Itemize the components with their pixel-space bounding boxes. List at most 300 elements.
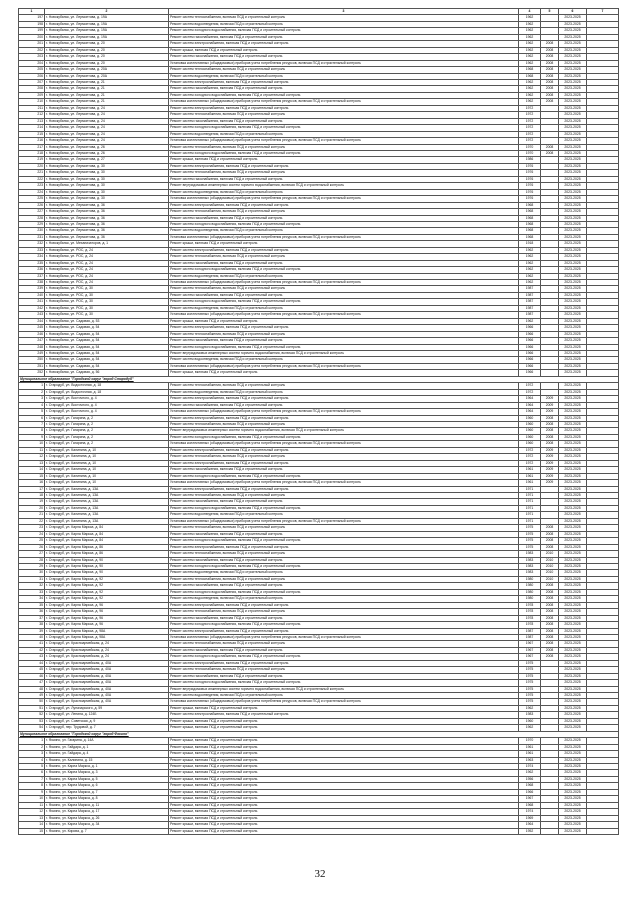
table-cell: 8 [19,783,45,789]
table-cell: 2023-2025 [559,615,587,621]
table-cell: г. Новокубанск, ул. РОС, д. 30 [45,312,169,318]
table-cell: Ремонт систем электроснабжения, включая ПСД и строительный контроль [169,41,519,47]
table-cell: 1970 [519,738,541,744]
table-cell: 2009 [541,480,559,486]
table-cell: 44 [19,660,45,666]
table-cell: Ремонт систем электроснабжения, включая ПСД и строительный контроль [169,602,519,608]
table-cell: 1962 [519,86,541,92]
table-cell: 213 [19,118,45,124]
table-cell: 1962 [519,254,541,260]
table-cell: Ремонт крыши, включая ПСД и строительный контроль [169,815,519,821]
table-cell: г. Стародуб, ул. Калинина, д. 10 [45,460,169,466]
table-cell: 2023-2025 [559,680,587,686]
table-cell: 235 [19,260,45,266]
table-cell: г. Новокубанск, ул. Садовая, д. 54 [45,363,169,369]
table-cell: 1962 [519,267,541,273]
table-cell: 227 [19,209,45,215]
table-cell: 243 [19,312,45,318]
table-cell: 245 [19,325,45,331]
table-cell: 2008 [541,441,559,447]
table-cell: 2023-2025 [559,660,587,666]
table-cell: 2008 [541,99,559,105]
table-cell [587,828,619,834]
table-cell: 1962 [519,47,541,53]
table-cell: Ремонт систем теплоснабжения, включая ПСД и строительный контроль [169,286,519,292]
table-cell: 2008 [541,583,559,589]
table-cell: 2 [19,744,45,750]
table-cell: 2023-2025 [559,247,587,253]
table-cell: 1962 [519,28,541,34]
table-cell: 2023-2025 [559,338,587,344]
table-cell: 1980 [519,596,541,602]
table-cell: 1968 [519,215,541,221]
table-cell: 2023-2025 [559,112,587,118]
table-cell: 223 [19,183,45,189]
table-cell: г. Стародуб, ул. Карла Маркса, д. 92 [45,583,169,589]
table-cell: г. Новокубанск, ул. Лермонтова, д. 21 [45,79,169,85]
table-cell: 2023-2025 [559,538,587,544]
table-cell: 18 [19,492,45,498]
table-cell: 33 [19,589,45,595]
table-cell: г. Стародуб, ул. Гагарина, д. 2 [45,422,169,428]
table-cell: 236 [19,267,45,273]
table-cell: Ремонт систем теплоснабжения, включая ПСД и строительный контроль [169,144,519,150]
table-cell: 2023-2025 [559,809,587,815]
table-cell: 206 [19,73,45,79]
table-cell: 2023-2025 [559,525,587,531]
table-cell: Ремонт систем холодного водоснабжения, включая ПСД и строительный контроль [169,125,519,131]
table-cell: Ремонт крыши, включая ПСД и строительный контроль [169,776,519,782]
table-cell: г. Новокубанск, ул. Лермонтова, д. 30 [45,170,169,176]
table-cell: 2023-2025 [559,150,587,156]
table-cell: 1975 [519,699,541,705]
table-cell: Ремонт систем водоотведения, включая ПСД и строительный контроль [169,189,519,195]
table-cell: г. Стародуб, ул. Карла Маркса, д. 90 [45,570,169,576]
table-cell: 1976 [519,163,541,169]
table-cell: 52 [19,712,45,718]
table-cell: 2023-2025 [559,79,587,85]
table-cell: 2023-2025 [559,654,587,660]
table-cell: 2009 [541,402,559,408]
table-cell: 1966 [519,338,541,344]
table-cell: 1960 [519,422,541,428]
table-cell: 2023-2025 [559,531,587,537]
table-cell: г. Новокубанск, ул. Садовая, д. 54 [45,331,169,337]
table-cell: 205 [19,67,45,73]
table-cell: 1972 [519,447,541,453]
table-cell: 2023-2025 [559,422,587,428]
table-cell: 1961 [519,467,541,473]
table-cell: Ремонт систем теплоснабжения, включая ПСД и строительный контроль [169,551,519,557]
table-cell: 29 [19,563,45,569]
table-cell: 1972 [519,383,541,389]
table-cell: 2023-2025 [559,764,587,770]
table-cell: Ремонт систем теплоснабжения, включая ПСД и строительный контроль [169,641,519,647]
table-cell: Ремонт крыши, включая ПСД и строительный контроль [169,47,519,53]
table-cell: 2023-2025 [559,86,587,92]
table-cell: г. Новокубанск, ул. Лермонтова, д. 21 [45,86,169,92]
table-cell: 241 [19,299,45,305]
table-cell: 2023-2025 [559,105,587,111]
table-cell: 2009 [541,454,559,460]
table-cell: Ремонт систем холодного водоснабжения, включая ПСД и строительный контроль [169,654,519,660]
table-cell: 1971 [519,492,541,498]
table-cell: 1967 [519,641,541,647]
table-cell: Ремонт систем газоснабжения, включая ПСД и строительный контроль [169,467,519,473]
table-cell: г. Новокубанск, ул. Лермонтова, д. 19А [45,21,169,27]
table-cell: г. Стародуб, ул. Карла Маркса, д. 84 [45,525,169,531]
table-cell: г. Фокино, ул. Кирова, д. 7 [45,828,169,834]
table-cell: 1956 [519,776,541,782]
table-cell: 1962 [519,79,541,85]
table-cell: 200 [19,34,45,40]
table-cell: 1976 [519,196,541,202]
table-cell: 1971 [519,486,541,492]
table-cell: 21 [19,512,45,518]
table-cell: 26 [19,544,45,550]
table-cell: 2010 [541,570,559,576]
table-cell: 13 [19,815,45,821]
table-cell: 1972 [519,454,541,460]
table-cell: Ремонт систем холодного водоснабжения, включая ПСД и строительный контроль [169,28,519,34]
table-cell: 2023-2025 [559,828,587,834]
table-cell: 30 [19,570,45,576]
table-cell: 2023-2025 [559,28,587,34]
table-cell: 25 [19,538,45,544]
table-cell: 2008 [541,79,559,85]
table-cell: 1961 [519,473,541,479]
table-cell: 1976 [519,189,541,195]
table-cell: г. Стародуб, ул. Карла Маркса, д. 96 [45,622,169,628]
table-cell: 31 [19,576,45,582]
table-cell: 1987 [519,634,541,640]
table-cell: 2023-2025 [559,144,587,150]
table-cell: Ремонт систем электроснабжения, включая ПСД и строительный контроль [169,486,519,492]
table-cell: 1962 [519,34,541,40]
table-cell: 1966 [519,357,541,363]
table-cell: 27 [19,551,45,557]
table-cell: г. Стародуб, ул. Красноармейская, д. 40А [45,699,169,705]
table-cell: г. Новокубанск, ул. Лермонтова, д. 36 [45,228,169,234]
table-cell: Установка коллективных (общедомовых) приборов учета потребления ресурсов, включая ПСД и строительный контроль [169,196,519,202]
table-cell: 2023-2025 [559,512,587,518]
table-cell: 2023-2025 [559,125,587,131]
table-cell: г. Стародуб, ул. Калинина, д. 10 [45,480,169,486]
table-cell: г. Новокубанск, ул. РОС, д. 24 [45,267,169,273]
table-cell: Ремонт систем теплоснабжения, включая ПСД и строительный контроль [169,576,519,582]
table-cell: 35 [19,602,45,608]
table-cell: г. Стародуб, ул. Калинина, д. 13А [45,492,169,498]
table-cell: г. Стародуб, ул. Красноармейская, д. 40А [45,673,169,679]
table-cell: г. Стародуб, ул. Калинина, д. 10 [45,473,169,479]
table-cell: г. Новокубанск, ул. Лермонтова, д. 21 [45,99,169,105]
table-cell: Ремонт внутридомовых инженерных систем горячего водоснабжения, включая ПСД и строительный контроль [169,428,519,434]
table-cell: г. Стародуб, ул. Красноармейская, д. 40А [45,686,169,692]
table-cell: 2023-2025 [559,815,587,821]
table-cell: Ремонт систем теплоснабжения, включая ПСД и строительный контроль [169,383,519,389]
table-cell: 2023-2025 [559,402,587,408]
table-cell: 11 [19,447,45,453]
table-cell: Ремонт систем водоотведения, включая ПСД и строительный контроль [169,73,519,79]
table-cell: Ремонт систем газоснабжения, включая ПСД и строительный контроль [169,557,519,563]
table-cell: 1960 [519,434,541,440]
table-cell: 2023-2025 [559,15,587,21]
table-cell: 207 [19,79,45,85]
table-cell: Ремонт систем электроснабжения, включая ПСД и строительный контроль [169,628,519,634]
table-cell: Ремонт систем теплоснабжения, включая ПСД и строительный контроль [169,15,519,21]
table-cell: Ремонт крыши, включая ПСД и строительный контроль [169,764,519,770]
table-cell: 2023-2025 [559,712,587,718]
table-cell: г. Стародуб, ул. Красноармейская, д. 24 [45,647,169,653]
table-cell: 1966 [519,789,541,795]
table-cell: 2010 [541,563,559,569]
table-cell: 224 [19,189,45,195]
table-cell: 1962 [519,41,541,47]
table-cell: 1962 [519,54,541,60]
table-cell: 2008 [541,54,559,60]
table-cell: Установка коллективных (общедомовых) приборов учета потребления ресурсов, включая ПСД и строительный контроль [169,441,519,447]
table-cell: г. Стародуб, ул. Карла Маркса, д. 98А [45,634,169,640]
table-cell: 10 [19,441,45,447]
table-cell: г. Новокубанск, ул. Лермонтова, д. 20А [45,67,169,73]
table-cell: Ремонт систем электроснабжения, включая ПСД и строительный контроль [169,325,519,331]
table-cell: г. Новокубанск, ул. Лермонтова, д. 24 [45,112,169,118]
table-cell: 41 [19,641,45,647]
table-cell: 2008 [541,596,559,602]
table-cell: 1971 [519,505,541,511]
table-cell: 20 [19,505,45,511]
table-cell: 1952 [519,828,541,834]
table-cell: 2008 [541,609,559,615]
table-cell: Ремонт систем холодного водоснабжения, включая ПСД и строительный контроль [169,473,519,479]
table-cell: 6 [19,415,45,421]
table-cell: 17 [19,486,45,492]
table-cell: Ремонт систем водоотведения, включая ПСД и строительный контроль [169,273,519,279]
table-cell: 2008 [541,628,559,634]
table-cell: 2023-2025 [559,41,587,47]
table-cell: 42 [19,647,45,653]
table-cell: 1968 [519,73,541,79]
table-cell: 16 [19,480,45,486]
table-cell: 2023-2025 [559,47,587,53]
table-cell: Ремонт систем газоснабжения, включая ПСД и строительный контроль [169,260,519,266]
table-cell: 11 [19,802,45,808]
table-cell: 2023-2025 [559,705,587,711]
table-cell: г. Новокубанск, ул. Лермонтова, д. 19А [45,34,169,40]
table-cell: г. Фокино, ул. Карла Маркса, д. 1 [45,764,169,770]
table-cell: г. Стародуб, ул. Калинина, д. 10 [45,454,169,460]
column-header: 5 [541,9,559,15]
table-cell: Ремонт систем теплоснабжения, включая ПСД и строительный контроль [169,609,519,615]
table-cell: 1968 [519,802,541,808]
table-cell: 1971 [519,512,541,518]
table-cell: 40 [19,634,45,640]
table-cell: Установка коллективных (общедомовых) приборов учета потребления ресурсов, включая ПСД и строительный контроль [169,480,519,486]
table-cell: 1971 [519,518,541,524]
table-cell: 221 [19,170,45,176]
table-cell: 2023-2025 [559,163,587,169]
table-cell: 203 [19,54,45,60]
table-cell: 2008 [541,86,559,92]
table-cell: Ремонт систем газоснабжения, включая ПСД и строительный контроль [169,499,519,505]
table-cell: г. Стародуб, ул. Восточного, д. 4 [45,396,169,402]
table-cell: 1968 [519,202,541,208]
table-cell: г. Стародуб, ул. Луначарского, д. 59 [45,705,169,711]
table-cell: 2008 [541,41,559,47]
table-cell: г. Новокубанск, ул. Лермонтова, д. 36 [45,202,169,208]
table-cell: 1983 [519,551,541,557]
table-cell: Ремонт крыши, включая ПСД и строительный контроль [169,705,519,711]
table-cell: 2023-2025 [559,286,587,292]
table-cell: Установка коллективных (общедомовых) приборов учета потребления ресурсов, включая ПСД и строительный контроль [169,234,519,240]
table-cell: 1962 [519,273,541,279]
table-cell: г. Новокубанск, ул. РОС, д. 24 [45,260,169,266]
table-cell: 1987 [519,312,541,318]
table-cell: г. Стародуб, ул. Восточного, д. 4 [45,409,169,415]
table-cell: г. Стародуб, ул. Карла Маркса, д. 96 [45,602,169,608]
table-cell: 1962 [519,92,541,98]
table-cell: 2023-2025 [559,131,587,137]
table-cell: 2023-2025 [559,318,587,324]
table-cell: 1975 [519,660,541,666]
table-cell: Ремонт систем водоотведения, включая ПСД и строительный контроль [169,512,519,518]
table-cell: 23 [19,525,45,531]
table-cell: 46 [19,673,45,679]
table-cell: г. Новокубанск, ул. Лермонтова, д. 20 [45,60,169,66]
table-cell: Ремонт крыши, включая ПСД и строительный контроль [169,751,519,757]
table-cell: 1972 [519,389,541,395]
table-cell: 1960 [519,441,541,447]
table-cell: 2023-2025 [559,325,587,331]
table-cell: г. Стародуб, ул. Карла Маркса, д. 86 [45,544,169,550]
table-cell: г. Стародуб, ул. Калинина, д. 10 [45,447,169,453]
table-cell: 1975 [519,673,541,679]
table-cell: г. Новокубанск, ул. Лермонтова, д. 36 [45,221,169,227]
table-cell: 2008 [541,73,559,79]
table-cell: 2008 [541,47,559,53]
table-cell: г. Новокубанск, ул. Лермонтова, д. 36 [45,215,169,221]
table-cell: 1974 [519,809,541,815]
table-cell: 2009 [541,460,559,466]
table-cell: Ремонт систем газоснабжения, включая ПСД и строительный контроль [169,615,519,621]
table-row [19,699,619,705]
table-cell: 2023-2025 [559,202,587,208]
table-cell: г. Новокубанск, ул. РОС, д. 30 [45,305,169,311]
table-cell: 1972 [519,118,541,124]
table-cell: 1966 [519,325,541,331]
table-cell: Ремонт систем холодного водоснабжения, включая ПСД и строительный контроль [169,680,519,686]
table-cell: 1962 [519,247,541,253]
table-cell: 251 [19,363,45,369]
table-cell: 2008 [541,647,559,653]
table-cell: г. Стародуб, ул. Красноармейская, д. 24 [45,654,169,660]
table-cell: 2010 [541,551,559,557]
table-cell: г. Новокубанск, ул. РОС, д. 24 [45,247,169,253]
table-cell: 22 [19,518,45,524]
table-cell: 2023-2025 [559,634,587,640]
table-cell: 217 [19,144,45,150]
table-cell: 2008 [541,544,559,550]
table-cell: 239 [19,286,45,292]
table-cell: 2023-2025 [559,622,587,628]
table-cell: г. Стародуб, ул. Калинина, д. 13А [45,499,169,505]
table-cell: 202 [19,47,45,53]
table-cell [541,828,559,834]
table-cell: 3 [19,751,45,757]
table-cell: 2023-2025 [559,673,587,679]
table-cell: 2023-2025 [559,789,587,795]
table-cell: Ремонт систем холодного водоснабжения, включая ПСД и строительный контроль [169,344,519,350]
table-cell: 2023-2025 [559,170,587,176]
table-cell: Ремонт систем электроснабжения, включая ПСД и строительный контроль [169,247,519,253]
table-cell: Ремонт систем холодного водоснабжения, включая ПСД и строительный контроль [169,434,519,440]
table-cell: 1962 [519,260,541,266]
table-cell: 1968 [519,221,541,227]
table-cell: г. Новокубанск, ул. Механизаторов, д. 1 [45,241,169,247]
table-cell: 2023-2025 [559,234,587,240]
table-cell: 2023-2025 [559,267,587,273]
table-cell: 2009 [541,467,559,473]
table-cell: 2023-2025 [559,602,587,608]
table-cell: г. Стародуб, ул. Водосточная, д. 18 [45,383,169,389]
table-cell: 240 [19,292,45,298]
table-cell: Ремонт крыши, включая ПСД и строительный контроль [169,796,519,802]
table-cell: 1972 [519,105,541,111]
table-cell: 199 [19,28,45,34]
table-cell: 1967 [519,796,541,802]
table-cell: г. Стародуб, ул. Карла Маркса, д. 92 [45,596,169,602]
table-cell: 222 [19,176,45,182]
table-cell: 2023-2025 [559,454,587,460]
table-cell: 2023-2025 [559,693,587,699]
table-cell: 34 [19,596,45,602]
table-cell: г. Новокубанск, ул. Лермонтова, д. 21 [45,92,169,98]
table-cell: 2023-2025 [559,383,587,389]
table-cell: Ремонт систем холодного водоснабжения, включая ПСД и строительный контроль [169,299,519,305]
table-cell: 2008 [541,150,559,156]
table-cell: г. Новокубанск, ул. Садовая, д. 54 [45,357,169,363]
table-cell: 1975 [519,686,541,692]
table-cell: 2008 [541,602,559,608]
table-cell: 8 [19,428,45,434]
table-cell: 1966 [519,370,541,376]
table-cell: 1960 [519,415,541,421]
table-cell: Ремонт систем электроснабжения, включая ПСД и строительный контроль [169,660,519,666]
table-cell: 2023-2025 [559,54,587,60]
table-cell: 216 [19,138,45,144]
table-cell: 219 [19,157,45,163]
table-cell: Установка коллективных (общедомовых) приборов учета потребления ресурсов, включая ПСД и строительный контроль [169,363,519,369]
table-cell: Ремонт крыши, включая ПСД и строительный контроль [169,789,519,795]
table-cell: 2023-2025 [559,409,587,415]
table-cell: 2023-2025 [559,589,587,595]
table-cell: 1978 [519,615,541,621]
table-cell: 1980 [519,576,541,582]
table-cell: Ремонт крыши, включая ПСД и строительный контроль [169,157,519,163]
table-cell: 28 [19,557,45,563]
table-cell: г. Фокино, ул. Гайдара, д. 1 [45,744,169,750]
table-cell: 2008 [541,634,559,640]
table-cell: г. Новокубанск, ул. Лермонтова, д. 20 [45,54,169,60]
table-cell: г. Стародуб, ул. Гагарина, д. 2 [45,428,169,434]
table-cell: 1978 [519,609,541,615]
table-cell: г. Новокубанск, ул. Лермонтова, д. 30 [45,189,169,195]
table-cell: 1963 [519,757,541,763]
table-cell: 5 [19,764,45,770]
table-cell: 1972 [519,460,541,466]
table-cell: 1975 [519,525,541,531]
table-cell: 2023-2025 [559,67,587,73]
